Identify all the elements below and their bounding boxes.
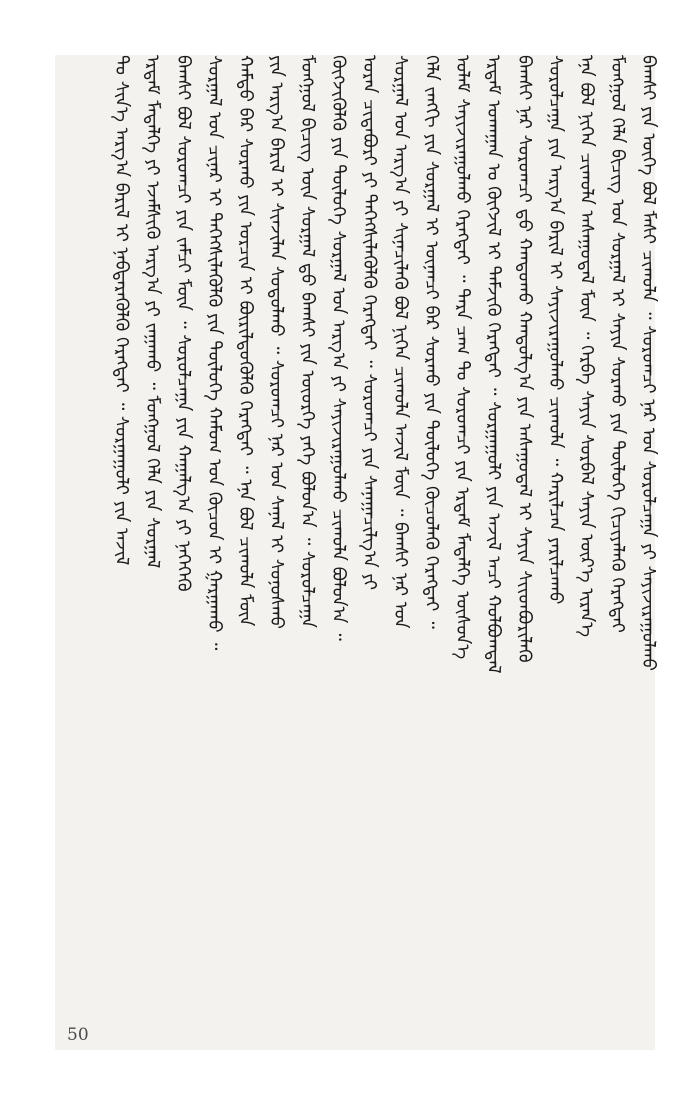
text-line: ᠰᠤᠷᠭᠠᠯ ᠤᠨ ᠴᠢᠨᠠᠷ ᠢ ᠳᠡᠭᠡᠭᠰᠢᠯᠡᠭᠦᠯᠬᠦ ᠶᠢᠨ ᠲᠥᠯᠦᠭᠡ ᠬᠠᠮᠤᠭ ᠤᠨ ᠬᠦᠴᠦᠨ ᠢ ᠭᠠᠷᠭᠠᠬᠤ ᠃ bbox=[204, 55, 225, 651]
text-line: ᠮᠣᠩᠭᠣᠯ ᠪᠢᠴᠢᠭ ᠦᠨ ᠰᠤᠷᠭᠠᠯ ᠳ᠋ᠤ ᠪᠠᠭᠰᠢ ᠶᠢᠨ ᠦᠦᠷᠭᠡ ᠶᠡᠬᠡ ᠪᠣᠯᠤᠨ᠎ᠠ ᠃ ᠰᠤᠷᠤᠯᠴᠠᠭᠠ bbox=[297, 55, 318, 628]
text-line: ᠬᠠᠮᠲᠤ ᠪᠡᠷ ᠰᠤᠷᠬᠤ ᠶᠢᠨ ᠤᠷᠴᠢᠨ ᠢ ᠪᠦᠷᠢᠯᠳᠦᠭᠦᠯᠬᠦ ᠬᠡᠷᠡᠭᠲᠡᠢ ᠃ ᠡᠨᠡ ᠪᠣᠯ ᠴᠢᠬᠤᠯᠠ ᠮᠥᠨ bbox=[235, 55, 256, 627]
text-line: ᠶᠢᠨ ᠠᠷᠭ᠎ᠠ ᠪᠠᠷᠢᠯ ᠢ ᠰᠢᠨᠵᠢᠯᠡᠨ ᠰᠤᠳᠤᠯᠬᠤ ᠃ ᠰᠤᠷᠤᠭᠴᠢ ᠨᠠᠷ ᠤᠨ ᠰᠠᠨᠠᠯ ᠢ ᠰᠣᠨᠣᠰᠬᠤ bbox=[266, 55, 287, 629]
text-line: ᠪᠠᠭᠰᠢ ᠪᠣᠯ ᠰᠤᠷᠤᠭᠴᠢ ᠶᠢᠨ ᠵᠠᠮᠴᠢ ᠮᠥᠨ ᠃ ᠰᠤᠷᠤᠯᠴᠠᠭᠠ ᠶᠢᠨ ᠬᠠᠭᠠᠯᠭ᠎ᠠ ᠶᠢ ᠨᠡᠭᠡᠭᠡᠬᠦ bbox=[173, 55, 194, 592]
book-page bbox=[55, 55, 659, 1050]
text-line: ᠰᠤᠷᠭᠠᠯ ᠤᠨ ᠠᠷᠭ᠎ᠠ ᠶᠢ ᠰᠢᠨᠡᠴᠢᠯᠡᠬᠦ ᠪᠣᠯ ᠨᠢᠭᠡᠨ ᠴᠢᠬᠤᠯᠠ ᠠᠵᠢᠯ ᠮᠥᠨ ᠃ ᠪᠠᠭᠰᠢ ᠨᠠᠷ ᠤᠨ bbox=[390, 55, 411, 629]
page-number: 50 bbox=[67, 1025, 89, 1045]
text-line: ᠮᠣᠩᠭᠣᠯ ᠬᠡᠯᠡ ᠪᠢᠴᠢᠭ ᠤᠨ ᠰᠤᠷᠭᠠᠯ ᠢ ᠰᠠᠶᠢᠨ ᠰᠤᠷᠬᠤ ᠶᠢᠨ ᠲᠥᠯᠦᠭᠡ ᠬᠢᠴᠢᠶᠡᠯᠡᠬᠦ ᠬᠡᠷᠡᠭᠲᠡᠢ bbox=[607, 55, 628, 633]
text-line: ᠪᠠᠭᠰᠢ ᠨᠠᠷ ᠰᠤᠷᠤᠭᠴᠢ ᠳ᠋ᠤ ᠬᠠᠨᠳᠤᠬᠤ ᠬᠠᠨᠳᠤᠯᠭ᠎ᠠ ᠶᠢᠨ ᠠᠰᠠᠭᠤᠳᠠᠯ ᠢ ᠰᠠᠶᠢᠨ ᠰᠢᠢᠳᠪᠦᠷᠢᠯᠡᠬᠦ bbox=[514, 55, 535, 663]
text-line: ᠬᠡᠯᠡ ᠵᠠᠩᠭᠢ ᠶᠢᠨ ᠰᠤᠷᠭᠠᠯ ᠢ ᠦᠨᠡᠨᠴᠢ ᠪᠡᠷ ᠰᠤᠷᠬᠤ ᠶᠢᠨ ᠲᠥᠯᠦᠭᠡ ᠬᠦᠴᠦᠯᠡᠬᠦ ᠬᠡᠷᠡᠭᠲᠡᠢ ᠃ bbox=[421, 55, 442, 629]
text-line: ᠲᠤ ᠰᠢᠨ᠎ᠡ ᠠᠷᠭ᠎ᠠ ᠪᠠᠷᠢᠯ ᠢ ᠨᠡᠪᠲᠡᠷᠡᠭᠦᠯᠬᠦ ᠬᠡᠷᠡᠭᠲᠡᠢ ᠃ ᠰᠤᠷᠭᠠᠭᠤᠯᠢ ᠶᠢᠨ ᠠᠵᠢᠯ bbox=[111, 55, 132, 566]
text-line: ᠤᠷᠠᠨ ᠴᠢᠳᠠᠪᠤᠷᠢ ᠶᠢ ᠳᠡᠭᠡᠭᠰᠢᠯᠡᠭᠦᠯᠬᠦ ᠬᠡᠷᠡᠭᠲᠡᠢ ᠃ ᠰᠤᠷᠤᠭᠴᠢ ᠶᠢᠨ ᠰᠠᠨᠠᠭᠠᠴᠢᠯᠭ᠎ᠠ ᠶᠢ bbox=[359, 55, 380, 591]
text-line: ᠡᠷᠳᠡᠮ ᠮᠡᠳᠡᠯᠭᠡ ᠶᠢ ᠡᠵᠡᠮᠰᠢᠬᠦ ᠠᠷᠭ᠎ᠠ ᠶᠢ ᠵᠠᠭᠠᠬᠤ ᠃ ᠮᠣᠩᠭᠣᠯ ᠬᠡᠯᠡ ᠶᠢᠨ ᠰᠤᠷᠭᠠᠯ bbox=[142, 55, 163, 569]
text-line: ᠡᠷᠳᠡᠮ ᠤᠬᠠᠭᠠᠨ ᠤ ᠬᠥᠭᠵᠢᠯ ᠢ ᠳᠡᠮᠵᠢᠬᠦ ᠬᠡᠷᠡᠭᠲᠡᠢ ᠃ ᠰᠤᠷᠭᠠᠭᠤᠯᠢ ᠶᠢᠨ ᠠᠵᠢᠯ ᠠᠴᠢ ᠬᠣᠯᠪᠣᠭᠳᠠᠯ bbox=[483, 55, 504, 674]
vertical-text-body bbox=[103, 55, 663, 1015]
text-line: ᠡᠨᠡ ᠪᠣᠯ ᠨᠢᠭᠡᠨ ᠴᠢᠬᠤᠯᠠ ᠠᠰᠠᠭᠤᠳᠠᠯ ᠮᠥᠨ ᠃ ᠬᠡᠷᠪᠡ ᠰᠠᠶᠢᠨ ᠰᠤᠷᠪᠠᠯ ᠰᠠᠶᠢᠨ ᠦᠷ᠎ᠡ ᠢᠷᠡᠨ᠎ᠡ bbox=[576, 55, 597, 638]
text-line: ᠰᠤᠷᠤᠯᠴᠠᠭᠠ ᠶᠢᠨ ᠠᠷᠭ᠎ᠠ ᠪᠠᠷᠢᠯ ᠢ ᠰᠠᠶᠢᠵᠢᠷᠠᠭᠤᠯᠬᠤ ᠴᠢᠬᠤᠯᠠ ᠃ ᠬᠠᠷᠢᠯᠴᠠᠨ ᠶᠠᠷᠢᠯᠴᠠᠬᠤ bbox=[545, 55, 566, 605]
text-line: ᠤᠯᠠᠮ ᠰᠠᠶᠢᠵᠢᠷᠠᠭᠤᠯᠬᠤ ᠬᠡᠷᠡᠭᠲᠡᠢ ᠃ ᠲᠡᠷᠡ ᠴᠠᠭ ᠲᠤ ᠰᠤᠷᠤᠭᠴᠢ ᠶᠢᠨ ᠡᠷᠳᠡᠮ ᠮᠡᠳᠡᠯᠭᠡ ᠥᠰᠦᠨ᠎ᠡ bbox=[452, 55, 473, 660]
text-line: ᠪᠠᠭᠰᠢ ᠶᠢᠨ ᠦᠭᠡ ᠪᠣᠯ ᠮᠠᠰᠢ ᠴᠢᠬᠤᠯᠠ ᠃ ᠰᠤᠷᠤᠭᠴᠢ ᠨᠠᠷ ᠤᠨ ᠰᠤᠷᠤᠯᠴᠠᠭᠠ ᠶᠢ ᠰᠠᠶᠢᠵᠢᠷᠠᠭᠤᠯᠬᠤ bbox=[638, 55, 659, 671]
text-line: ᠬᠥᠭᠵᠢᠭᠦᠯᠬᠦ ᠶᠢᠨ ᠲᠥᠯᠦᠭᠡ ᠰᠤᠷᠭᠠᠯ ᠤᠨ ᠠᠷᠭ᠎ᠠ ᠶᠢ ᠰᠠᠶᠢᠵᠢᠷᠠᠭᠤᠯᠬᠤ ᠴᠢᠬᠤᠯᠠ ᠪᠣᠯᠤᠨ᠎ᠠ ᠃ bbox=[328, 55, 349, 641]
